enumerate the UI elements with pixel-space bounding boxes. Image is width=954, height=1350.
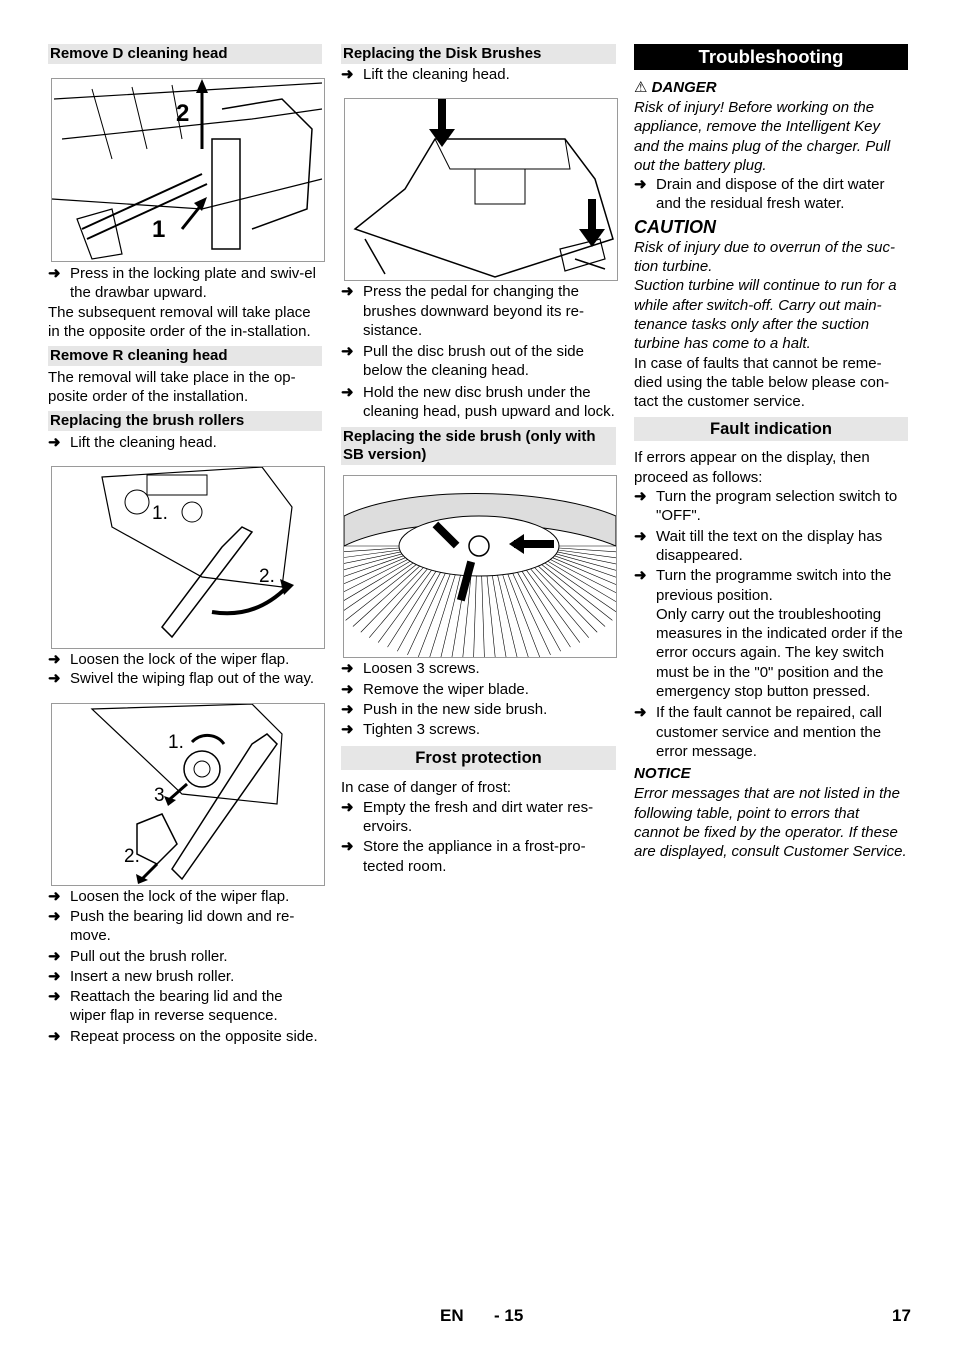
arrow-right-icon: ➜: [634, 527, 647, 545]
paragraph: Only carry out the troubleshooting measures in the indicated order if the error occurs again. The key switch must be in the "0" position and the emergency stop button pressed.: [656, 605, 903, 701]
column-1: [48, 44, 322, 1046]
arrow-right-icon: ➜: [634, 176, 647, 194]
step-item: ➜ Push in the new side brush.: [341, 700, 548, 718]
notice-label: NOTICE: [634, 765, 691, 783]
step-item: ➜ Swivel the wiping flap out of the way.: [48, 670, 315, 688]
arrow-right-icon: ➜: [341, 660, 354, 678]
paragraph: In case of faults that cannot be reme-died using the table below please con-tact the customer service.: [634, 354, 890, 411]
footer-language: EN: [440, 1306, 464, 1325]
arrow-right-icon: ➜: [48, 907, 61, 925]
brush-bristle: [451, 576, 466, 658]
brush-bristle: [508, 574, 540, 658]
section-heading: Replacing the Disk Brushes: [341, 44, 616, 64]
step-item: ➜ Lift the cleaning head.: [341, 66, 510, 83]
arrow-right-icon: ➜: [341, 680, 354, 698]
figure-d-cleaning-head: [51, 78, 325, 262]
figure-label: 1.: [152, 503, 168, 525]
arrow-right-icon: ➜: [48, 265, 61, 282]
arrow-right-icon: ➜: [341, 798, 354, 816]
section-heading: Replacing the brush rollers: [48, 411, 322, 431]
arrow-right-icon: ➜: [48, 651, 61, 669]
section-heading: Fault indication: [634, 417, 908, 441]
arrow-right-icon: ➜: [341, 66, 354, 83]
section-heading: Frost protection: [341, 746, 616, 770]
caution-label: CAUTION: [634, 216, 716, 237]
step-item: ➜ Press the pedal for changing the brushes downward beyond its re-sistance.: [341, 283, 584, 339]
arrow-right-icon: ➜: [48, 967, 61, 985]
footer-page-number: 17: [892, 1306, 911, 1325]
arrow-right-icon: ➜: [341, 721, 354, 739]
brush-bristle: [397, 573, 440, 652]
figure-label: 2.: [259, 566, 275, 588]
arrow-right-icon: ➜: [48, 1027, 61, 1045]
step-item: ➜ Wait till the text on the display has disappeared.: [634, 527, 883, 564]
section-heading: Remove R cleaning head: [48, 346, 322, 366]
arrow-right-icon: ➜: [48, 988, 61, 1006]
arrow-right-icon: ➜: [48, 670, 61, 688]
step-item: ➜ Remove the wiper blade.: [341, 680, 529, 698]
section-heading: Replacing the side brush (only with SB version): [341, 427, 616, 465]
step-item: ➜ Press in the locking plate and swiv-el the drawbar upward.: [48, 265, 316, 302]
brush-bristle: [492, 576, 507, 658]
caution-text: Suction turbine will continue to run for a while after switch-off. Carry out main-tenance tasks only after the suction turbine has come to a halt.: [634, 277, 897, 353]
brush-bristle: [498, 576, 519, 659]
step-item: ➜ Insert a new brush roller.: [48, 967, 235, 985]
brush-bristle: [545, 563, 617, 614]
arrow-right-icon: ➜: [341, 838, 354, 856]
step-item: ➜ Lift the cleaning head.: [48, 433, 217, 451]
brush-bristle: [517, 573, 560, 652]
step-item: ➜ Tighten 3 screws.: [341, 721, 480, 739]
arrow-right-icon: ➜: [341, 700, 354, 718]
figure-bearing-lid: [51, 703, 325, 886]
figure-wiper-flap: [51, 466, 325, 649]
step-item: ➜ Pull the disc brush out of the side below the cleaning head.: [341, 343, 584, 380]
step-item: ➜ Loosen 3 screws.: [341, 660, 480, 678]
arrow-right-icon: ➜: [48, 433, 61, 451]
arrow-right-icon: ➜: [341, 383, 354, 401]
column-2: [341, 44, 616, 876]
brush-bristle: [418, 574, 450, 658]
brush-bristle: [369, 569, 427, 638]
caution-text: Risk of injury due to overrun of the suc-tion turbine.: [634, 238, 895, 276]
arrow-right-icon: ➜: [634, 488, 647, 506]
section-heading: Remove D cleaning head: [48, 44, 322, 64]
step-item: ➜ Turn the program selection switch to "OFF".: [634, 488, 898, 525]
figure-disk-brushes: [344, 98, 618, 281]
step-item: ➜ Drain and dispose of the dirt water and the residual fresh water.: [634, 176, 885, 213]
danger-label: ⚠ DANGER: [634, 79, 717, 96]
step-item: ➜ Loosen the lock of the wiper flap.: [48, 887, 290, 905]
arrow-right-icon: ➜: [634, 704, 647, 722]
paragraph: If errors appear on the display, then proceed as follows:: [634, 449, 870, 486]
paragraph: The removal will take place in the op-posite order of the installation.: [48, 369, 296, 406]
figure-label: 1: [152, 216, 166, 243]
figure-side-brush: [343, 475, 617, 658]
step-item: ➜ Pull out the brush roller.: [48, 947, 228, 965]
step-item: ➜ Empty the fresh and dirt water res-ervoirs.: [341, 798, 594, 836]
brush-bristle: [531, 569, 589, 638]
step-item: ➜ Loosen the lock of the wiper flap.: [48, 651, 290, 669]
figure-label: 2.: [124, 845, 140, 867]
step-item: ➜ Push the bearing lid down and re-move.: [48, 907, 295, 945]
arrow-right-icon: ➜: [341, 343, 354, 361]
paragraph: In case of danger of frost:: [341, 778, 512, 796]
step-item: ➜ Store the appliance in a frost-pro-tected room.: [341, 838, 586, 875]
step-item: ➜ Hold the new disc brush under the cleaning head, push upward and lock.: [341, 383, 615, 421]
step-item: ➜ Repeat process on the opposite side.: [48, 1027, 318, 1045]
arrow-right-icon: ➜: [341, 283, 354, 301]
arrow-right-icon: ➜: [48, 947, 61, 965]
step-item: ➜ Turn the programme switch into the previous position.: [634, 567, 892, 604]
figure-label: 1.: [168, 731, 184, 753]
step-item: ➜ If the fault cannot be repaired, call customer service and mention the error message.: [634, 704, 882, 760]
figure-label: 2: [176, 100, 190, 127]
step-item: ➜ Reattach the bearing lid and the wiper flap in reverse sequence.: [48, 988, 283, 1025]
arrow-right-icon: ➜: [48, 887, 61, 905]
brush-bristle: [343, 563, 413, 614]
warning-triangle-icon: ⚠: [634, 79, 648, 96]
paragraph: The subsequent removal will take place in the opposite order of the in-stallation.: [48, 303, 311, 340]
brush-bristle: [473, 576, 476, 658]
arrow-right-icon: ➜: [634, 567, 647, 585]
figure-label: 3.: [154, 784, 170, 806]
brush-bristle: [482, 576, 485, 658]
danger-text: Risk of injury! Before working on the appliance, remove the Intelligent Key and the mains plug of the charger. Pull out the battery plug.: [634, 99, 891, 174]
section-heading-main: Troubleshooting: [634, 44, 908, 70]
notice-text: Error messages that are not listed in the following table, point to errors that cannot be fixed by the operator. If these are displayed, consult Customer Service.: [634, 785, 907, 861]
brush-bristle: [440, 576, 461, 659]
footer-page-local: - 15: [494, 1306, 524, 1325]
column-3: [634, 44, 908, 861]
